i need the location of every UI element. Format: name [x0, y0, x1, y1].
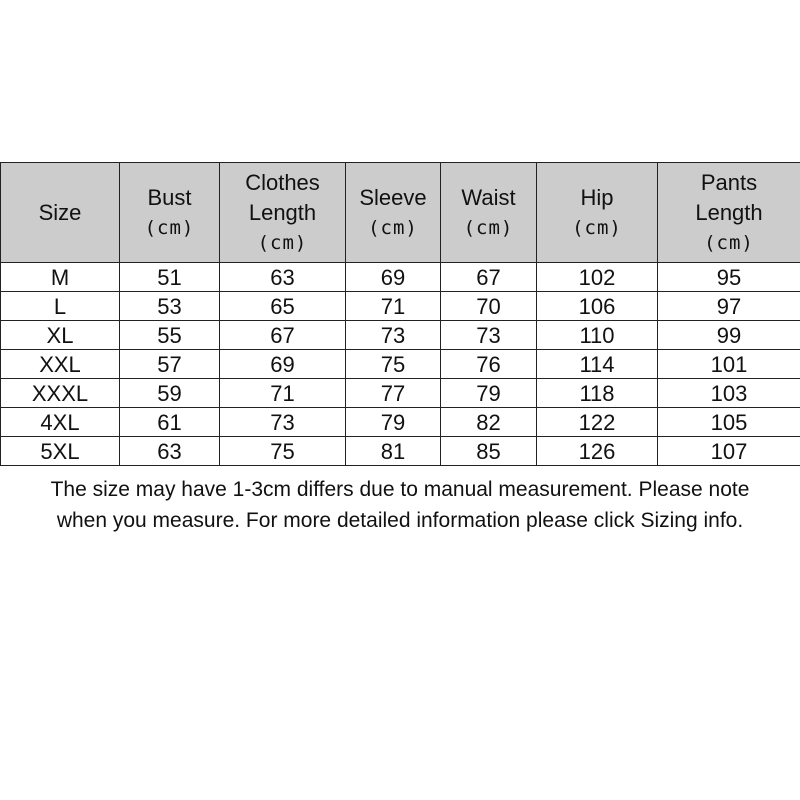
header-row: [1, 163, 800, 263]
table-cell: 70: [441, 292, 537, 321]
table-cell: 73: [441, 321, 537, 350]
table-cell: 73: [346, 321, 441, 350]
table-cell: 71: [346, 292, 441, 321]
table-row: [1, 292, 800, 321]
table-cell: 79: [346, 408, 441, 437]
table-row: [1, 350, 800, 379]
table-cell: 103: [658, 379, 800, 408]
header-label: Length: [248, 199, 317, 225]
table-cell: 85: [441, 437, 537, 466]
header-size: [1, 163, 120, 263]
header-label: Size: [38, 199, 82, 225]
table-cell: 99: [658, 321, 800, 350]
table-cell: 81: [346, 437, 441, 466]
table-cell: M: [1, 263, 120, 292]
table-cell: 59: [120, 379, 220, 408]
header-label: Hip: [580, 184, 614, 210]
table-cell: 61: [120, 408, 220, 437]
table-cell: 51: [120, 263, 220, 292]
table-cell: 79: [441, 379, 537, 408]
table-cell: 102: [537, 263, 658, 292]
header-label: Clothes: [245, 169, 320, 195]
table-cell: 122: [537, 408, 658, 437]
table-cell: 73: [220, 408, 346, 437]
table-cell: 97: [658, 292, 800, 321]
table-cell: XXL: [1, 350, 120, 379]
table-cell: 110: [537, 321, 658, 350]
table-cell: 67: [220, 321, 346, 350]
table-cell: 106: [537, 292, 658, 321]
table-row: [1, 321, 800, 350]
table-cell: 69: [220, 350, 346, 379]
header-hip: [537, 163, 658, 263]
note-line: The size may have 1-3cm differs due to manual measurement. Please note: [50, 478, 750, 501]
table-cell: 65: [220, 292, 346, 321]
header-pants-length: [658, 163, 800, 263]
note-line: when you measure. For more detailed information please click Sizing info.: [56, 509, 744, 532]
table-cell: 77: [346, 379, 441, 408]
header-waist: [441, 163, 537, 263]
header-sleeve: [346, 163, 441, 263]
table-cell: 63: [120, 437, 220, 466]
table-cell: XXXL: [1, 379, 120, 408]
header-unit: (cm): [704, 231, 754, 254]
table-row: [1, 408, 800, 437]
header-label: Waist: [461, 184, 516, 210]
table-cell: 101: [658, 350, 800, 379]
table-row: [1, 379, 800, 408]
size-table: [0, 162, 800, 466]
size-chart: [0, 162, 800, 536]
table-cell: 118: [537, 379, 658, 408]
table-cell: 5XL: [1, 437, 120, 466]
header-unit: (cm): [368, 216, 418, 239]
table-cell: 71: [220, 379, 346, 408]
table-cell: 75: [220, 437, 346, 466]
table-cell: 114: [537, 350, 658, 379]
table-cell: 63: [220, 263, 346, 292]
table-cell: XL: [1, 321, 120, 350]
table-cell: 126: [537, 437, 658, 466]
header-unit: (cm): [572, 216, 622, 239]
table-cell: 95: [658, 263, 800, 292]
table-cell: 67: [441, 263, 537, 292]
header-label: Length: [695, 199, 763, 225]
measurement-note: [0, 466, 800, 536]
table-cell: 76: [441, 350, 537, 379]
table-cell: 55: [120, 321, 220, 350]
header-label: Pants: [700, 169, 758, 195]
header-bust: [120, 163, 220, 263]
header-label: Sleeve: [359, 184, 427, 210]
table-cell: 57: [120, 350, 220, 379]
header-unit: (cm): [463, 216, 514, 239]
table-cell: 4XL: [1, 408, 120, 437]
table-cell: 107: [658, 437, 800, 466]
table-row: [1, 437, 800, 466]
table-cell: 82: [441, 408, 537, 437]
table-cell: 75: [346, 350, 441, 379]
table-cell: 105: [658, 408, 800, 437]
table-cell: L: [1, 292, 120, 321]
header-unit: (cm): [257, 231, 308, 254]
header-label: Bust: [147, 184, 192, 210]
table-row: [1, 263, 800, 292]
table-cell: 69: [346, 263, 441, 292]
header-clothes-length: [220, 163, 346, 263]
table-cell: 53: [120, 292, 220, 321]
header-unit: (cm): [144, 216, 195, 239]
